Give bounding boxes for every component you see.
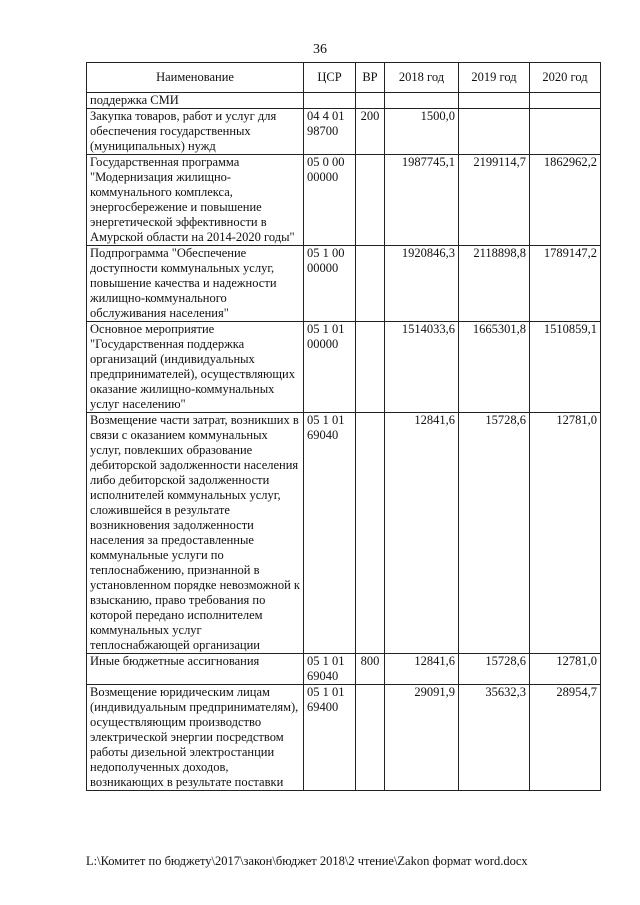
cell-2018: 12841,6 (385, 654, 459, 685)
cell-csr: 05 1 01 00000 (304, 322, 356, 413)
header-row (87, 63, 601, 93)
header-2019: 2019 год (459, 63, 530, 93)
cell-2019: 2118898,8 (459, 246, 530, 322)
cell-2019: 2199114,7 (459, 155, 530, 246)
table-row (87, 93, 601, 109)
cell-name: Возмещение юридическим лицам (индивидуальным предпринимателям), осуществляющим производство электрической энергии посредством работы дизельной электростанции недополученных доходов, возникающих в результате поставки (87, 685, 304, 791)
cell-name: поддержка СМИ (87, 93, 304, 109)
header-name: Наименование (87, 63, 304, 93)
cell-2018: 1514033,6 (385, 322, 459, 413)
header-vr: ВР (356, 63, 385, 93)
cell-2020: 1789147,2 (530, 246, 601, 322)
cell-2018: 1500,0 (385, 109, 459, 155)
cell-csr: 05 1 00 00000 (304, 246, 356, 322)
cell-name: Возмещение части затрат, возникших в связи с оказанием коммунальных услуг, повлекших образование дебиторской задолженности населения либо дебиторской задолженности исполнителей коммунальных услуг, сложившейся в результате возникновения задолженности населения за предоставленные коммунальные услуги по теплоснабжению, признанной в установленном порядке невозможной к взысканию, право требования по которой передано исполнителем коммунальных услуг теплоснабжающей организации (87, 413, 304, 654)
cell-2020 (530, 109, 601, 155)
cell-vr (356, 685, 385, 791)
cell-name: Основное мероприятие "Государственная поддержка организаций (индивидуальных предпринимателей), осуществляющих оказание жилищно-коммунальных услуг населению" (87, 322, 304, 413)
cell-2020: 28954,7 (530, 685, 601, 791)
cell-2020 (530, 93, 601, 109)
table-row (87, 654, 601, 685)
cell-2020: 1510859,1 (530, 322, 601, 413)
cell-vr (356, 246, 385, 322)
cell-vr (356, 322, 385, 413)
table-row (87, 685, 601, 791)
cell-2020: 12781,0 (530, 413, 601, 654)
cell-name: Подпрограмма "Обеспечение доступности коммунальных услуг, повышение качества и надежности жилищно-коммунального обслуживания населения" (87, 246, 304, 322)
table-row (87, 413, 601, 654)
cell-name: Государственная программа "Модернизация жилищно-коммунального комплекса, энергосбережение и повышение энергетической эффективности в Амурской области на 2014-2020 годы" (87, 155, 304, 246)
cell-csr: 05 0 00 00000 (304, 155, 356, 246)
cell-2018: 1987745,1 (385, 155, 459, 246)
cell-2019: 1665301,8 (459, 322, 530, 413)
cell-csr: 05 1 01 69040 (304, 654, 356, 685)
page-number: 36 (313, 42, 327, 57)
cell-2020: 1862962,2 (530, 155, 601, 246)
cell-2019 (459, 93, 530, 109)
cell-vr (356, 413, 385, 654)
cell-2020: 12781,0 (530, 654, 601, 685)
cell-2019: 15728,6 (459, 413, 530, 654)
cell-2019 (459, 109, 530, 155)
cell-vr: 800 (356, 654, 385, 685)
header-csr: ЦСР (304, 63, 356, 93)
cell-vr (356, 93, 385, 109)
cell-csr (304, 93, 356, 109)
cell-csr: 04 4 01 98700 (304, 109, 356, 155)
cell-2018: 29091,9 (385, 685, 459, 791)
file-path-footer: L:\Комитет по бюджету\2017\закон\бюджет 2018\2 чтение\Zakon формат word.docx (86, 854, 528, 868)
cell-vr (356, 155, 385, 246)
table-row (87, 246, 601, 322)
table-header (87, 63, 601, 93)
header-2020: 2020 год (530, 63, 601, 93)
header-2018: 2018 год (385, 63, 459, 93)
cell-name: Закупка товаров, работ и услуг для обеспечения государственных (муниципальных) нужд (87, 109, 304, 155)
cell-2019: 15728,6 (459, 654, 530, 685)
table-row (87, 322, 601, 413)
table-row (87, 155, 601, 246)
cell-2018 (385, 93, 459, 109)
table-body (87, 93, 601, 791)
table-row (87, 109, 601, 155)
cell-2018: 12841,6 (385, 413, 459, 654)
cell-vr: 200 (356, 109, 385, 155)
cell-csr: 05 1 01 69040 (304, 413, 356, 654)
cell-2019: 35632,3 (459, 685, 530, 791)
cell-2018: 1920846,3 (385, 246, 459, 322)
cell-csr: 05 1 01 69400 (304, 685, 356, 791)
budget-table (86, 62, 601, 791)
cell-name: Иные бюджетные ассигнования (87, 654, 304, 685)
